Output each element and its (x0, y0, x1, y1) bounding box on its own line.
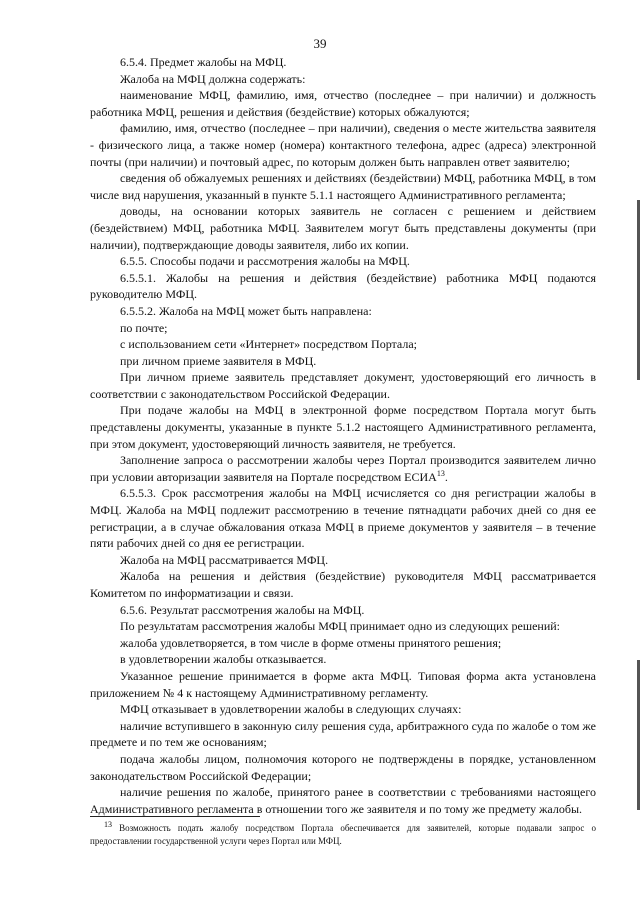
paragraph: сведения об обжалуемых решениях и действиях (бездействии) МФЦ, работника МФЦ, в том числе вид нарушения, указанный в пункте 5.1.1 настоящего Административного регламента; (90, 171, 596, 202)
paragraph: 6.5.5. Способы подачи и рассмотрения жалобы на МФЦ. (120, 254, 410, 269)
paragraph: доводы, на основании которых заявитель не согласен с решением и действием (бездействием) МФЦ, работника МФЦ. Заявителем могут быть представлены документы (при наличии), подтверждающие доводы заявителя, либо их копии. (90, 204, 596, 252)
footnote-reference: 13 (436, 468, 445, 478)
paragraph: с использованием сети «Интернет» посредством Портала; (120, 337, 417, 352)
paragraph: в удовлетворении жалобы отказывается. (120, 652, 327, 667)
paragraph: Жалоба на МФЦ должна содержать: (120, 71, 306, 86)
page-number: 39 (313, 36, 327, 51)
paragraph: 6.5.5.3. Срок рассмотрения жалобы на МФЦ исчисляется со дня регистрации жалобы в МФЦ. Жалоба на МФЦ подлежит рассмотрению в течение пятнадцати рабочих дней со дня ее регистрации, а в случае обжалования отказа МФЦ в приеме документов у заявителя – в течение пяти рабочих дней со дня ее регистрации. (90, 486, 596, 551)
paragraph: МФЦ отказывает в удовлетворении жалобы в следующих случаях: (120, 702, 462, 717)
paragraph-text: Заполнение запроса о рассмотрении жалобы через Портал производится заявителем лично при условии авторизации заявителя на Портале посредством ЕСИА (90, 453, 596, 484)
paragraph: наличие решения по жалобе, принятого ранее в соответствии с требованиями настоящего Административного регламента в отношении того же заявителя и по тому же предмету жалобы. (90, 785, 596, 816)
footnote (90, 822, 596, 848)
paragraph: при личном приеме заявителя в МФЦ. (120, 353, 317, 368)
paragraph-with-footnote (90, 452, 596, 485)
paragraph: При личном приеме заявитель представляет документ, удостоверяющий его личность в соответствии с законодательством Российской Федерации. (90, 370, 596, 401)
paragraph: 6.5.4. Предмет жалобы на МФЦ. (120, 55, 287, 69)
paragraph: Жалоба на МФЦ рассматривается МФЦ. (120, 552, 329, 567)
paragraph: При подаче жалобы на МФЦ в электронной форме посредством Портала могут быть представлены документы, указанные в пункте 5.1.2 настоящего Административного регламента, при этом документ, удостоверяющий личность заявителя, не требуется. (90, 403, 596, 451)
paragraph: наименование МФЦ, фамилию, имя, отчество (последнее – при наличии) и должность работника МФЦ, решения и действия (бездействие) которых обжалуются; (90, 88, 596, 119)
paragraph: Указанное решение принимается в форме акта МФЦ. Типовая форма акта установлена приложением № 4 к настоящему Административному регламенту. (90, 668, 596, 700)
paragraph-end-punctuation: . (444, 469, 448, 484)
paragraph: по почте; (120, 320, 168, 335)
footnote-number: 13 (104, 820, 112, 829)
document-body (90, 54, 596, 817)
paragraph: фамилию, имя, отчество (последнее – при наличии), сведения о месте жительства заявителя - физического лица, а также номер (номера) контактного телефона, адрес (адреса) электронной почты (при наличии) и почтовый адрес, по которым должен быть направлен ответ заявителю; (90, 121, 596, 169)
paragraph: 6.5.6. Результат рассмотрения жалобы на МФЦ. (120, 602, 365, 617)
paragraph: жалоба удовлетворяется, в том числе в форме отмены принятого решения; (120, 635, 502, 650)
footnote-text (90, 822, 596, 848)
paragraph: 6.5.5.1. Жалобы на решения и действия (бездействие) работника МФЦ подаются руководителю МФЦ. (90, 270, 596, 302)
footnote-divider (90, 816, 260, 817)
paragraph: 6.5.5.2. Жалоба на МФЦ может быть направлена: (120, 303, 372, 318)
paragraph: Жалоба на решения и действия (бездействие) руководителя МФЦ рассматривается Комитетом по информатизации и связи. (90, 569, 596, 600)
paragraph: По результатам рассмотрения жалобы МФЦ принимает одно из следующих решений: (120, 619, 560, 634)
paragraph: подача жалобы лицом, полномочия которого не подтверждены в порядке, установленном законодательством Российской Федерации; (90, 751, 596, 783)
paragraph: наличие вступившего в законную силу решения суда, арбитражного суда по жалобе о том же предмете и по тем же основаниям; (90, 718, 596, 750)
footnote-body: Возможность подать жалобу посредством Портала обеспечивается для заявителей, которые подавали запрос о предоставлении государственной услуги через Портал или МФЦ. (90, 823, 596, 846)
